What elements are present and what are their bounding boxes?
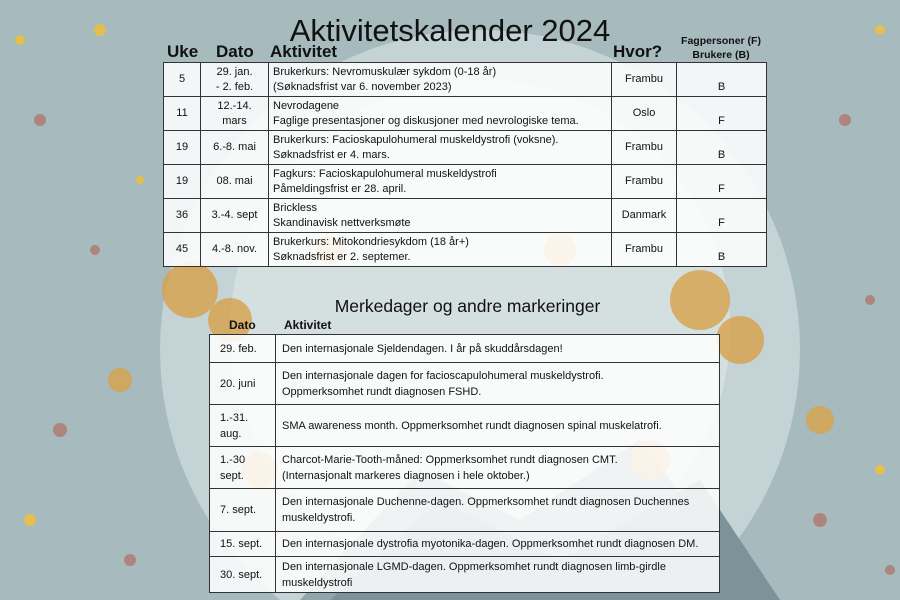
marker-activity-cell: Den internasjonale dagen for facioscapulohumeral muskeldystrofi. Oppmerksomhet rundt diagnosen FSHD. — [276, 363, 720, 405]
date-cell: 4.-8. nov. — [201, 233, 269, 267]
date-cell: 08. mai — [201, 165, 269, 199]
week-cell: 19 — [164, 165, 201, 199]
header-role — [676, 34, 766, 62]
table-row — [164, 63, 767, 97]
where-cell: Frambu — [612, 233, 677, 267]
week-cell: 11 — [164, 97, 201, 131]
role-cell: F — [677, 97, 767, 131]
date-cell: 12.-14. mars — [201, 97, 269, 131]
header-week: Uke — [167, 42, 199, 61]
markers-header-date: Dato — [229, 318, 256, 332]
list-item — [210, 489, 720, 532]
markers-title: Merkedager og andre markeringer — [334, 296, 601, 316]
marker-date-cell: 29. feb. — [210, 335, 276, 363]
activity-cell: Brukerkurs: Mitokondriesykdom (18 år+) Søknadsfrist er 2. septemer. — [269, 233, 612, 267]
activity-cell: Fagkurs: Facioskapulohumeral muskeldystrofi Påmeldingsfrist er 28. april. — [269, 165, 612, 199]
header-where: Hvor? — [613, 42, 663, 61]
activity-table — [163, 62, 767, 267]
marker-date-cell: 15. sept. — [210, 532, 276, 557]
marker-activity-cell: Den internasjonale Duchenne-dagen. Oppmerksomhet rundt diagnosen Duchennes muskeldystrofi. — [276, 489, 720, 532]
week-cell: 19 — [164, 131, 201, 165]
role-cell: B — [677, 131, 767, 165]
role-cell: B — [677, 63, 767, 97]
table-row — [164, 199, 767, 233]
table-row — [164, 233, 767, 267]
activity-cell: Brukerkurs: Nevromuskulær sykdom (0-18 år) (Søknadsfrist var 6. november 2023) — [269, 63, 612, 97]
header-role-line1: Fagpersoner (F) — [681, 35, 761, 47]
list-item — [210, 335, 720, 363]
where-cell: Frambu — [612, 131, 677, 165]
where-cell: Danmark — [612, 199, 677, 233]
date-cell: 29. jan. - 2. feb. — [201, 63, 269, 97]
table-row — [164, 165, 767, 199]
marker-date-cell: 1.-31. aug. — [210, 405, 276, 447]
week-cell: 36 — [164, 199, 201, 233]
activity-cell: Brukerkurs: Facioskapulohumeral muskeldystrofi (voksne). Søknadsfrist er 4. mars. — [269, 131, 612, 165]
marker-activity-cell: Charcot-Marie-Tooth-måned: Oppmerksomhet rundt diagnosen CMT. (Internasjonalt markeres diagnosen i hele oktober.) — [276, 447, 720, 489]
header-date: Dato — [216, 42, 254, 61]
marker-activity-cell: Den internasjonale dystrofia myotonika-dagen. Oppmerksomhet rundt diagnosen DM. — [276, 532, 720, 557]
marker-date-cell: 30. sept. — [210, 557, 276, 593]
role-cell: F — [677, 199, 767, 233]
list-item — [210, 447, 720, 489]
list-item — [210, 557, 720, 593]
date-cell: 6.-8. mai — [201, 131, 269, 165]
marker-activity-cell: Den internasjonale LGMD-dagen. Oppmerksomhet rundt diagnosen limb-girdle muskeldystrofi — [276, 557, 720, 593]
markers-table — [209, 334, 720, 593]
markers-header-activity: Aktivitet — [284, 318, 332, 332]
week-cell: 5 — [164, 63, 201, 97]
table-row — [164, 131, 767, 165]
list-item — [210, 532, 720, 557]
role-cell: B — [677, 233, 767, 267]
header-role-line2: Brukere (B) — [692, 49, 750, 61]
where-cell: Frambu — [612, 165, 677, 199]
marker-date-cell: 1.-30 sept. — [210, 447, 276, 489]
header-activity: Aktivitet — [270, 42, 338, 61]
date-cell: 3.-4. sept — [201, 199, 269, 233]
marker-date-cell: 7. sept. — [210, 489, 276, 532]
where-cell: Oslo — [612, 97, 677, 131]
activity-cell: Nevrodagene Faglige presentasjoner og diskusjoner med nevrologiske tema. — [269, 97, 612, 131]
role-cell: F — [677, 165, 767, 199]
page-title: Aktivitetskalender 2024 — [289, 12, 611, 48]
week-cell: 45 — [164, 233, 201, 267]
list-item — [210, 405, 720, 447]
list-item — [210, 363, 720, 405]
where-cell: Frambu — [612, 63, 677, 97]
marker-activity-cell: Den internasjonale Sjeldendagen. I år på skuddårsdagen! — [276, 335, 720, 363]
activity-cell: Brickless Skandinavisk nettverksmøte — [269, 199, 612, 233]
marker-date-cell: 20. juni — [210, 363, 276, 405]
marker-activity-cell: SMA awareness month. Oppmerksomhet rundt diagnosen spinal muskelatrofi. — [276, 405, 720, 447]
table-row — [164, 97, 767, 131]
